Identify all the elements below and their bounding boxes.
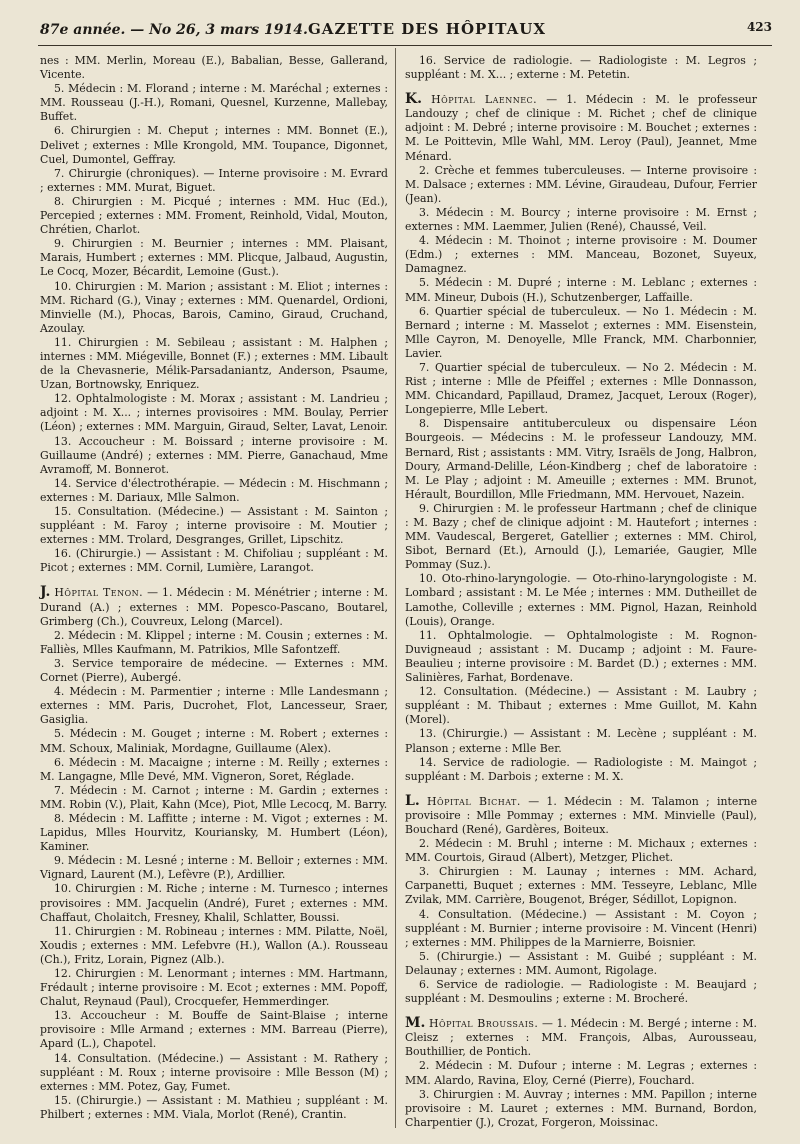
service-paragraph: 10. Oto-rhino-laryngologie. — Oto-rhino-laryngologiste : M. Lombard ; assistant : M. Le Mée ; internes : MM. Dutheillet de Lamothe, Colleville ; externes : MM. Pignol, Hazan, Reinhold (Louis), Orange.	[405, 572, 757, 628]
service-paragraph: 11. Chirurgien : M. Robineau ; internes : MM. Pilatte, Noël, Xoudis ; externes : MM. Lefebvre (H.), Wallon (A.). Rousseau (Ch.), Fritz, Lorain, Pignez (Alb.).	[40, 924, 388, 966]
section-text: — 1. Médecin : M. Talamon ; interne provisoire : Mlle Pommay ; externes : MM. Minvielle (Paul), Bouchard (René), Gardères, Boiteux.	[405, 794, 758, 836]
service-paragraph: 13. Accoucheur : M. Boissard ; interne provisoire : M. Guillaume (André) ; externes : MM. Pierre, Ganachaud, Mme Avramoff, M. Bonnerot.	[40, 434, 388, 476]
service-paragraph: 13. (Chirurgie.) — Assistant : M. Lecène ; suppléant : M. Planson ; externe : Mlle Ber.	[405, 727, 757, 755]
service-paragraph: 14. Service de radiologie. — Radiologiste : M. Maingot ; suppléant : M. Darbois ; externe : M. X.	[405, 755, 757, 783]
service-paragraph: 9. Chirurgien : M. Beurnier ; internes : MM. Plaisant, Marais, Humbert ; externes : MM. Plicque, Jalbaud, Augustin, Le Cocq, Mozer, Bécardit, Lemoine (Gust.).	[40, 237, 388, 279]
service-paragraph: 3. Chirurgien : M. Launay ; internes : MM. Achard, Carpanetti, Buquet ; externes : MM. Tesseyre, Leblanc, Mlle Zvilak, MM. Carrière, Bougenot, Bréger, Sédillot, Lopignon.	[405, 865, 757, 907]
service-paragraph: 2. Médecin : M. Klippel ; interne : M. Cousin ; externes : M. Falliès, Mlles Kaufmann, M. Patrikios, Mlle Safontzeff.	[40, 628, 388, 656]
service-paragraph: 15. Consultation. (Médecine.) — Assistant : M. Sainton ; suppléant : M. Faroy ; interne provisoire : M. Moutier ; externes : MM. Trolard, Desgranges, Grillet, Lipschitz.	[40, 505, 388, 547]
service-paragraph: 6. Quartier spécial de tuberculeux. — No 1. Médecin : M. Bernard ; interne : M. Masselot ; externes : MM. Eisenstein, Mlle Cayron, M. Denoyelle, Mlle Franck, MM. Charbonnier, Lavier.	[405, 304, 757, 360]
section-letter: J.	[40, 584, 51, 601]
service-paragraph: 16. (Chirurgie.) — Assistant : M. Chifoliau ; suppléant : M. Picot ; externes : MM. Cornil, Lumière, Larangot.	[40, 547, 388, 575]
service-paragraph: 6. Service de radiologie. — Radiologiste : M. Beaujard ; suppléant : M. Desmoulins ; externe : M. Brocheré.	[405, 978, 757, 1006]
service-paragraph: 10. Chirurgien : M. Riche ; interne : M. Turnesco ; internes provisoires : MM. Jacquelin (André), Furet ; externes : MM. Chaffaut, Cholaitch, Fresney, Khalil, Schlatter, Boussi.	[40, 882, 388, 924]
service-paragraph: 4. Médecin : M. Parmentier ; interne : Mlle Landesmann ; externes : MM. Paris, Ducrohet, Flot, Lancesseur, Sraer, Gasiglia.	[40, 685, 388, 727]
section-paragraph	[40, 585, 388, 628]
page-header	[40, 16, 772, 46]
service-paragraph: 7. Chirurgie (chroniques). — Interne provisoire : M. Evrard ; externes : MM. Murat, Biguet.	[40, 166, 388, 194]
service-paragraph: 5. Médecin : M. Dupré ; interne : M. Leblanc ; externes : MM. Mineur, Dubois (H.), Schutzenberger, Laffaille.	[405, 276, 757, 304]
service-paragraph: 2. Médecin : M. Bruhl ; interne : M. Michaux ; externes : MM. Courtois, Giraud (Albert), Metzger, Plichet.	[405, 837, 757, 865]
service-paragraph: 16. Service de radiologie. — Radiologiste : M. Legros ; suppléant : M. X... ; externe : M. Petetin.	[405, 54, 757, 82]
section-text: — 1. Médecin : M. Bergé ; interne : M. Cleisz ; externes : MM. François, Albas, Aurousseau, Bouthillier, de Pontich.	[405, 1017, 757, 1059]
service-paragraph: 8. Médecin : M. Laffitte ; interne : M. Vigot ; externes : M. Lapidus, Mlles Hourvitz, Kouriansky, M. Humbert (Léon), Kaminer.	[40, 811, 388, 854]
service-paragraph: 9. Chirurgien : M. le professeur Hartmann ; chef de clinique : M. Bazy ; chef de clinique adjoint : M. Hautefort ; internes : MM. Vaudescal, Bergeret, Gatellier ; externes : MM. Chirol, Sibot, Bernard (Et.), Arnould (J.), Lemariée, Gaugier, Mlle Pommay (Suz.).	[405, 501, 757, 572]
hospital-name: Hôpital Bichat.	[427, 794, 521, 808]
column-divider	[395, 48, 396, 1128]
service-paragraph: 10. Chirurgien : M. Marion ; assistant : M. Eliot ; internes : MM. Richard (G.), Vinay ; externes : MM. Quenardel, Ordioni, Minvielle (M.), Phocas, Barois, Camino, Giraud, Cruchand, Azoulay.	[40, 279, 388, 335]
section-text: — 1. Médecin : M. Ménétrier ; interne : M. Durand (A.) ; externes : MM. Popesco-Pascano, Boutarel, Grimberg (Ch.), Couvreux, Lelong (Marcel).	[40, 586, 388, 628]
right-column	[405, 54, 757, 1130]
service-paragraph: 12. Consultation. (Médecine.) — Assistant : M. Laubry ; suppléant : M. Thibaut ; externes : Mme Guillot, M. Kahn (Morel).	[405, 685, 757, 727]
service-paragraph: 4. Médecin : M. Thoinot ; interne provisoire : M. Doumer (Edm.) ; externes : MM. Manceau, Bozonet, Suyeux, Damagnez.	[405, 234, 757, 276]
hospital-name: Hôpital Laennec.	[431, 93, 538, 107]
service-paragraph: 11. Chirurgien : M. Sebileau ; assistant : M. Halphen ; internes : MM. Miégeville, Bonnet (F.) ; externes : MM. Libault de la Chevasnerie, Mélik-Parsadaniantz, Anderson, Psaume, Uzan, Bortnowsky, Enriquez.	[40, 335, 388, 392]
service-paragraph: 13. Accoucheur : M. Bouffe de Saint-Blaise ; interne provisoire : Mlle Armand ; externes : MM. Barreau (Pierre), Apard (L.), Chapotel.	[40, 1009, 388, 1051]
service-paragraph: 11. Ophtalmologie. — Ophtalmologiste : M. Rognon-Duvigneaud ; assistant : M. Ducamp ; adjoint : M. Faure-Beaulieu ; interne provisoire : M. Bardet (D.) ; externes : MM. Salinières, Farhat, Bordenave.	[405, 628, 757, 685]
section-paragraph	[405, 1016, 757, 1059]
service-paragraph: 6. Chirurgien : M. Cheput ; internes : MM. Bonnet (E.), Delivet ; externes : Mlle Krongold, MM. Toupance, Digonnet, Cuel, Dumontel, Geffray.	[40, 124, 388, 166]
service-paragraph: 3. Chirurgien : M. Auvray ; internes : MM. Papillon ; interne provisoire : M. Lauret ; externes : MM. Burnand, Bordon, Charpentier (J.), Crozat, Forgeron, Moissinac.	[405, 1087, 757, 1129]
service-paragraph: 8. Dispensaire antituberculeux ou dispensaire Léon Bourgeois. — Médecins : M. le professeur Landouzy, MM. Bernard, Rist ; assistants : MM. Vitry, Israëls de Jong, Halbron, Doury, Armand-Delille, Léon-Kindberg ; chef de laboratoire : M. Le Play ; adjoint : M. Ameuille ; externes : MM. Brunot, Hérault, Bourdillon, Mlle Friedmann, MM. Hervouet, Nazein.	[405, 417, 757, 501]
service-paragraph: 7. Quartier spécial de tuberculeux. — No 2. Médecin : M. Rist ; interne : Mlle de Pfeiffel ; externes : Mlle Donnasson, MM. Chicandard, Papillaud, Dramez, Jacquet, Leroux (Roger), Longepierre, Mlle Lebert.	[405, 360, 757, 417]
service-paragraph: 12. Chirurgien : M. Lenormant ; internes : MM. Hartmann, Frédault ; interne provisoire : M. Ecot ; externes : MM. Popoff, Chalut, Reynaud (Paul), Crocquefer, Hemmerdinger.	[40, 967, 388, 1009]
service-paragraph: 5. Médecin : M. Gouget ; interne : M. Robert ; externes : MM. Schoux, Maliniak, Mordagne, Guillaume (Alex).	[40, 727, 388, 755]
service-paragraph: 6. Médecin : M. Macaigne ; interne : M. Reilly ; externes : M. Langagne, Mlle Devé, MM. Vigneron, Soret, Réglade.	[40, 755, 388, 783]
journal-title: GAZETTE DES HÔPITAUX	[308, 20, 547, 38]
service-paragraph: 7. Médecin : M. Carnot ; interne : M. Gardin ; externes : MM. Robin (V.), Plait, Kahn (Mce), Piot, Mlle Lecocq, M. Barry.	[40, 783, 388, 811]
header-rule	[38, 45, 772, 46]
service-paragraph: 5. (Chirurgie.) — Assistant : M. Guibé ; suppléant : M. Delaunay ; externes : MM. Aumont, Rigolage.	[405, 949, 757, 977]
service-paragraph: 5. Médecin : M. Florand ; interne : M. Maréchal ; externes : MM. Rousseau (J.-H.), Romani, Quesnel, Kurzenne, Mallebay, Buffet.	[40, 82, 388, 124]
issue-info: 87e année. — No 26, 3 mars 1914.	[40, 22, 308, 38]
service-paragraph: 14. Service d'électrothérapie. — Médecin : M. Hischmann ; externes : M. Dariaux, Mlle Salmon.	[40, 476, 388, 504]
section-paragraph	[405, 794, 757, 837]
hospital-name: Hôpital Broussais.	[429, 1017, 539, 1031]
service-paragraph: 8. Chirurgien : M. Picqué ; internes : MM. Huc (Ed.), Percepied ; externes : MM. Froment, Reinhold, Vidal, Mouton, Chrétien, Charlot.	[40, 194, 388, 237]
section-text: — 1. Médecin : M. le professeur Landouzy ; chef de clinique : M. Richet ; chef de clinique adjoint : M. Debré ; interne provisoire : M. Bouchet ; externes : M. Le Poittevin, Mlle Wahl, MM. Leroy (Paul), Jeannet, Mme Ménard.	[405, 93, 757, 163]
service-paragraph: 12. Ophtalmologiste : M. Morax ; assistant : M. Landrieu ; adjoint : M. X... ; internes provisoires : MM. Boulay, Perrier (Léon) ; externes : MM. Marguin, Giraud, Selter, Lavat, Lenoir.	[40, 392, 388, 434]
service-paragraph: nes : MM. Merlin, Moreau (E.), Babalian, Besse, Gallerand, Vicente.	[40, 54, 388, 82]
page-number: 423	[746, 20, 772, 34]
service-paragraph: 9. Médecin : M. Lesné ; interne : M. Belloir ; externes : MM. Vignard, Laurent (M.), Lefèvre (P.), Ardillier.	[40, 854, 388, 882]
service-paragraph: 15. (Chirurgie.) — Assistant : M. Mathieu ; suppléant : M. Philbert ; externes : MM. Viala, Morlot (René), Crantin.	[40, 1093, 388, 1121]
service-paragraph: 4. Consultation. (Médecine.) — Assistant : M. Coyon ; suppléant : M. Burnier ; interne provisoire : M. Vincent (Henri) ; externes : MM. Philippes de la Marnierre, Boisnier.	[405, 907, 757, 949]
service-paragraph: 2. Médecin : M. Dufour ; interne : M. Legras ; externes : MM. Alardo, Ravina, Eloy, Cerné (Pierre), Fouchard.	[405, 1059, 757, 1087]
section-letter: L.	[405, 792, 420, 809]
service-paragraph: 3. Médecin : M. Bourcy ; interne provisoire : M. Ernst ; externes : MM. Laemmer, Julien (René), Chaussé, Veil.	[405, 205, 757, 234]
section-letter: K.	[405, 91, 423, 108]
section-paragraph	[405, 92, 757, 163]
service-paragraph: 2. Crèche et femmes tuberculeuses. — Interne provisoire : M. Dalsace ; externes : MM. Lévine, Giraudeau, Dufour, Ferrier (Jean).	[405, 163, 757, 205]
service-paragraph: 3. Service temporaire de médecine. — Externes : MM. Cornet (Pierre), Aubergé.	[40, 656, 388, 685]
hospital-name: Hôpital Tenon.	[54, 586, 144, 600]
service-paragraph: 14. Consultation. (Médecine.) — Assistant : M. Rathery ; suppléant : M. Roux ; interne provisoire : Mlle Besson (M) ; externes : MM. Potez, Gay, Fumet.	[40, 1051, 388, 1093]
left-column	[40, 54, 388, 1122]
section-letter: M.	[405, 1015, 426, 1032]
